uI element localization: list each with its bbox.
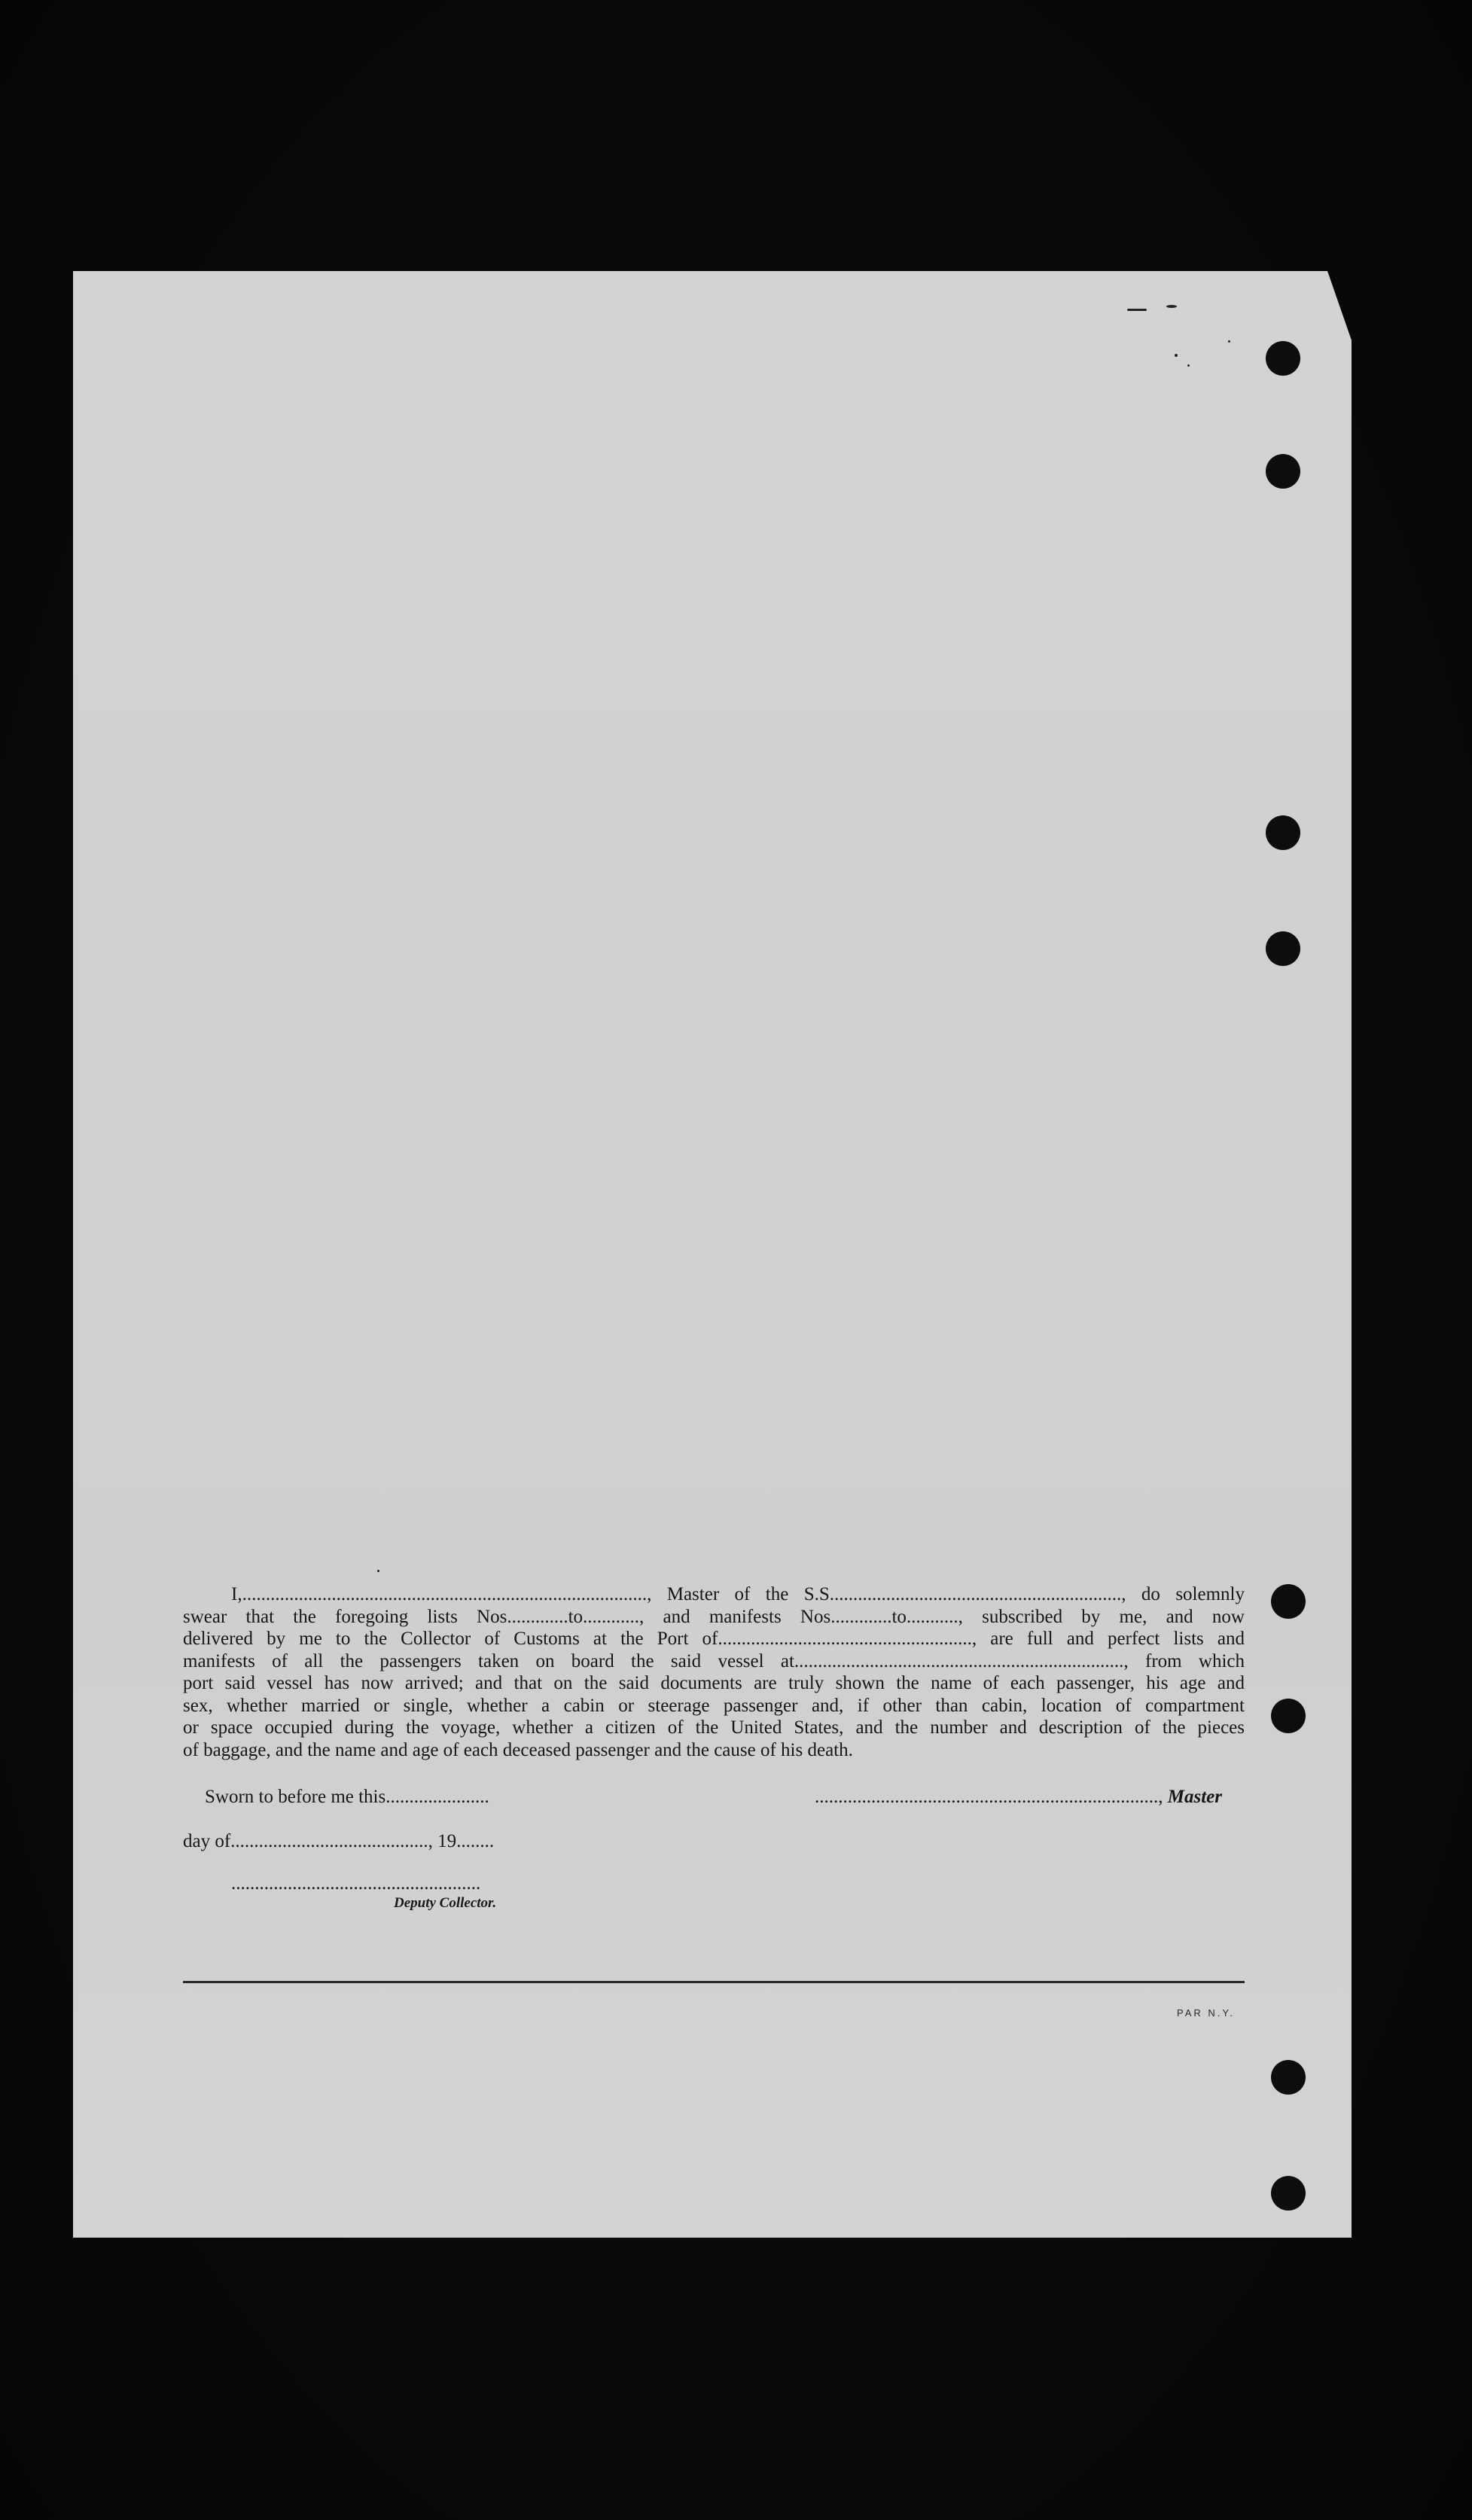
bottom-rule-line: [183, 1981, 1245, 1983]
master-signature-dots: .........................................................................,: [815, 1787, 1163, 1807]
punch-hole: [1271, 2060, 1306, 2095]
punch-hole: [1271, 1584, 1306, 1619]
oath-line: sex, whether married or single, whether a cabin or steerage passenger and, if other than cabin, location of compartment: [183, 1695, 1245, 1716]
day-of-text: day of.........................................., 19........: [183, 1831, 495, 1851]
master-signature-line: [815, 1787, 1222, 1808]
punch-hole: [1271, 2176, 1306, 2211]
sworn-before-line: [205, 1787, 489, 1808]
deputy-collector-label: Deputy Collector.: [394, 1895, 497, 1911]
ink-speck: [1127, 309, 1147, 311]
oath-line: port said vessel has now arrived; and that on the said documents are truly shown the name of each passenger, his age and: [183, 1673, 1245, 1693]
day-of-line: [183, 1831, 494, 1852]
printer-mark: PAR N.Y.: [1177, 2007, 1235, 2019]
oath-line: or space occupied during the voyage, whether a citizen of the United States, and the number and description of the pieces: [183, 1717, 1245, 1738]
master-oath-paragraph: [183, 1583, 1245, 1761]
ink-speck: [377, 1570, 379, 1572]
oath-line: manifests of all the passengers taken on board the said vessel at......................................................................, from which: [183, 1650, 1245, 1671]
oath-line: swear that the foregoing lists Nos.............to............, and manifests Nos.............to..........., subscribed by me, and now: [183, 1606, 1245, 1627]
ink-speck: [1166, 305, 1177, 308]
punch-hole: [1266, 454, 1300, 489]
oath-line: delivered by me to the Collector of Customs at the Port of......................................................, are full and perfect lists and: [183, 1629, 1245, 1649]
punch-hole: [1266, 341, 1300, 376]
deputy-collector-signature: [231, 1873, 480, 1894]
punch-hole: [1266, 931, 1300, 966]
ink-speck: [1187, 364, 1190, 367]
oath-line: of baggage, and the name and age of each deceased passenger and the cause of his death.: [183, 1739, 853, 1760]
punch-hole: [1266, 815, 1300, 850]
master-label: Master: [1167, 1787, 1222, 1807]
ink-speck: [1175, 354, 1178, 357]
oath-line: I,......................................................................................, Master of the S.S.............................................................., do solemnly: [231, 1584, 1245, 1604]
manifest-page: [73, 271, 1352, 2238]
deputy-signature-dots: .....................................................: [231, 1873, 481, 1894]
sworn-text: Sworn to before me this......................: [205, 1787, 489, 1807]
ink-speck: [1228, 340, 1230, 343]
punch-hole: [1271, 1699, 1306, 1733]
